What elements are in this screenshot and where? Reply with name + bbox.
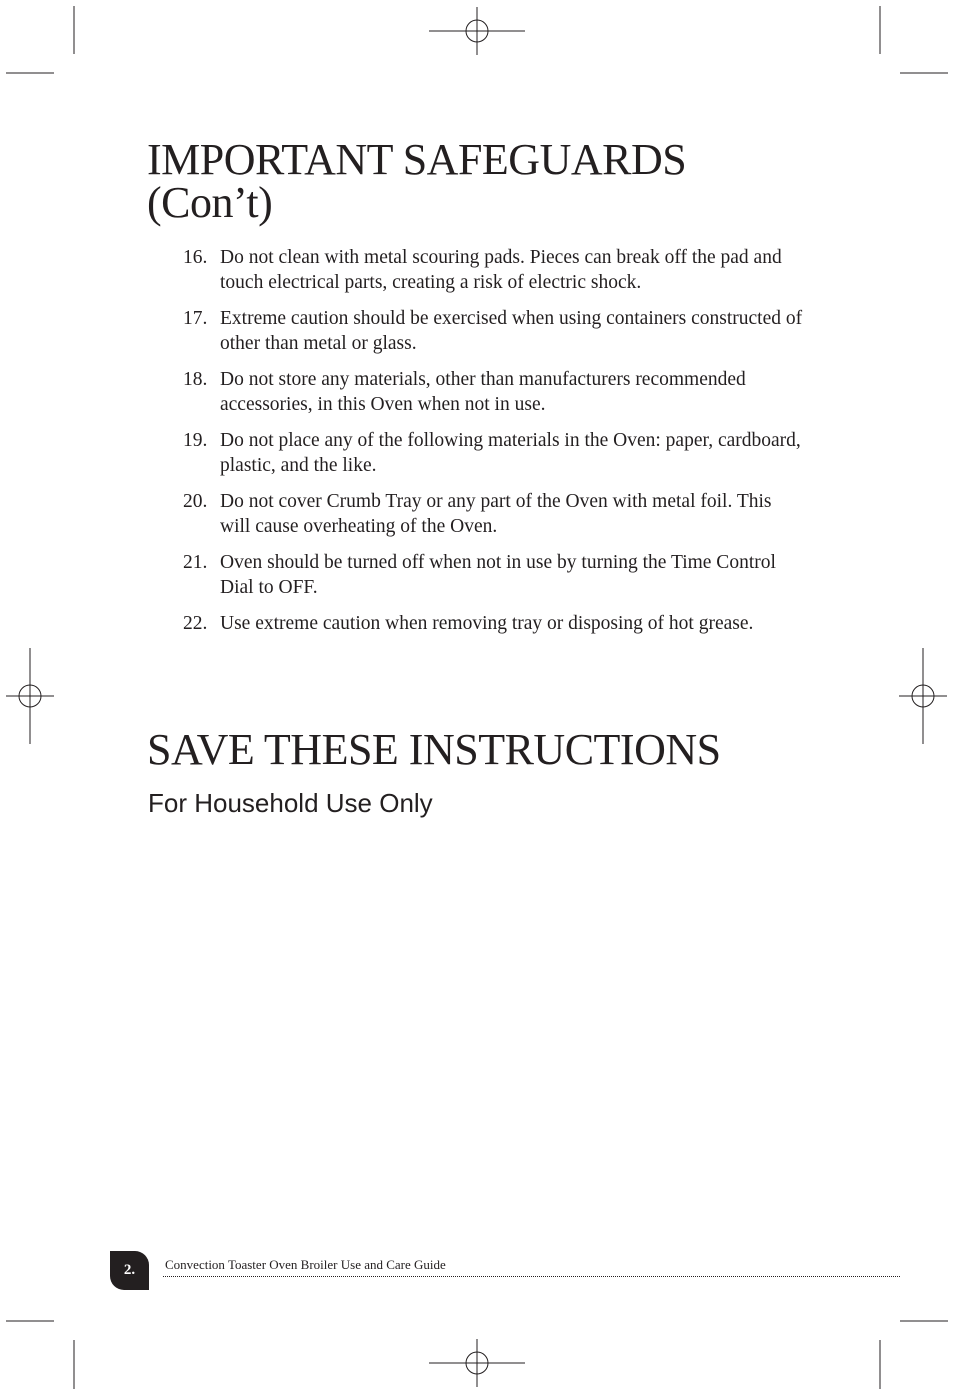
item-text: Do not place any of the following materials in the Oven: paper, cardboard, plastic, and the like.	[220, 430, 801, 476]
household-use-subheading: For Household Use Only	[148, 788, 433, 818]
list-item	[183, 551, 803, 600]
item-text: Use extreme caution when removing tray or disposing of hot grease.	[220, 613, 754, 634]
list-item	[183, 429, 803, 478]
item-text: Do not cover Crumb Tray or any part of the Oven with metal foil. This will cause overheating of the Oven.	[220, 491, 772, 537]
footer-dotted-rule	[163, 1276, 900, 1277]
item-text: Do not store any materials, other than manufacturers recommended accessories, in this Oven when not in use.	[220, 369, 746, 415]
item-number: 20.	[183, 491, 208, 512]
item-text: Extreme caution should be exercised when using containers constructed of other than metal or glass.	[220, 308, 803, 354]
list-item	[183, 612, 803, 637]
save-instructions-heading: SAVE THESE INSTRUCTIONS	[147, 725, 721, 774]
item-number: 21.	[183, 552, 208, 573]
item-number: 19.	[183, 430, 208, 451]
safeguards-list	[183, 246, 803, 649]
item-text: Oven should be turned off when not in use by turning the Time Control Dial to OFF.	[220, 552, 776, 598]
list-item	[183, 246, 803, 295]
item-number: 22.	[183, 613, 208, 634]
page-number-badge	[110, 1251, 149, 1290]
item-number: 16.	[183, 247, 208, 268]
list-item	[183, 307, 803, 356]
list-item	[183, 368, 803, 417]
footer-guide-title: Convection Toaster Oven Broiler Use and Care Guide	[165, 1257, 446, 1272]
list-item	[183, 490, 803, 539]
item-number: 18.	[183, 369, 208, 390]
page-title	[147, 135, 827, 227]
page-number: 2.	[123, 1262, 136, 1278]
title-line-2: (Con’t)	[147, 178, 273, 227]
title-line-1: IMPORTANT SAFEGUARDS	[147, 135, 687, 184]
item-number: 17.	[183, 308, 208, 329]
item-text: Do not clean with metal scouring pads. Pieces can break off the pad and touch electrical parts, creating a risk of electric shock.	[220, 247, 782, 293]
